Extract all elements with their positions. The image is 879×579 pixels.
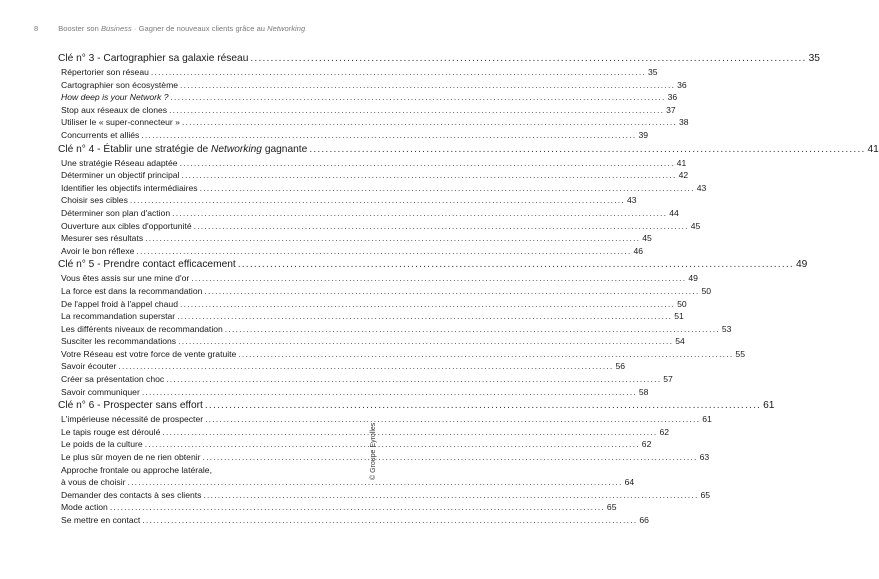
- toc-entry: [58, 298, 687, 311]
- toc-entry-page: 62: [641, 439, 652, 450]
- toc-entry: [58, 116, 689, 129]
- header-italic-networking: Networking: [267, 24, 306, 33]
- toc-entry: [58, 272, 698, 285]
- toc-entry: [58, 169, 689, 182]
- toc-entry-page: 39: [638, 129, 648, 140]
- toc-leader-dots: [141, 129, 636, 142]
- toc-leader-dots: [203, 451, 698, 464]
- toc-leader-dots: [145, 438, 640, 451]
- toc-leader-dots: [200, 182, 695, 195]
- toc-entry-title: Votre Réseau est votre force de vente gratuite: [61, 348, 237, 359]
- toc-entry-page: 54: [675, 336, 685, 347]
- toc-entry-title: Concurrents et alliés: [61, 129, 140, 140]
- toc-leader-dots: [309, 143, 865, 157]
- toc-chapter-page: 61: [763, 400, 775, 412]
- toc-entry: [58, 91, 678, 104]
- toc-entry-page: 46: [633, 245, 644, 256]
- toc-entry-title: Le tapis rouge est déroulé: [61, 426, 161, 437]
- toc-entry-title: à vous de choisir: [61, 477, 126, 488]
- toc-entry: [58, 285, 712, 298]
- toc-entry-page: 44: [669, 207, 679, 218]
- toc-leader-dots: [180, 157, 675, 170]
- toc-entry-page: 66: [639, 515, 649, 525]
- toc-entry-page: 45: [690, 220, 701, 231]
- toc-leader-dots: [118, 360, 613, 373]
- toc-entry-line2: [61, 476, 635, 489]
- toc-chapter: [58, 258, 808, 272]
- toc-entry-page: 43: [696, 182, 707, 193]
- header-italic-business: Business: [100, 24, 132, 33]
- toc-entry: [58, 157, 687, 170]
- title-part: Clé n° 4 - Établir une stratégie de: [58, 143, 212, 155]
- toc-entry-page: 38: [679, 117, 689, 128]
- toc-chapter-title: Clé n° 5 - Prendre contact efficacement: [58, 259, 236, 271]
- toc-leader-dots: [145, 232, 640, 245]
- toc-leader-dots: [182, 116, 677, 129]
- toc-leader-dots: [191, 272, 686, 285]
- toc-leader-dots: [225, 323, 720, 336]
- toc-entry-page: 64: [624, 477, 635, 488]
- toc-entry-title: Répertorier son réseau: [61, 67, 149, 77]
- toc-entry-page: 57: [663, 374, 673, 385]
- toc-entry-title: L'impérieuse nécessité de prospecter: [61, 414, 204, 425]
- toc-entry-title: De l'appel froid à l'appel chaud: [61, 298, 178, 309]
- toc-chapter: [58, 143, 879, 157]
- toc-leader-dots: [178, 335, 673, 348]
- toc-entry-page: 35: [648, 67, 658, 77]
- toc-entry-page: 50: [677, 298, 687, 309]
- toc-entry: [58, 310, 684, 323]
- toc-leader-dots: [177, 310, 672, 323]
- toc-leader-dots: [166, 373, 661, 386]
- toc-leader-dots: [151, 66, 646, 79]
- toc-entry: [58, 489, 711, 502]
- toc-entry: [58, 194, 637, 207]
- toc-entry: [58, 438, 652, 451]
- toc-entry-title: La recommandation superstar: [61, 311, 176, 322]
- toc-leader-dots: [170, 91, 665, 104]
- toc-leader-dots: [136, 245, 631, 258]
- toc-entry-page: 61: [702, 414, 712, 425]
- toc-entry: [58, 129, 648, 142]
- toc-entry-title: Savoir écouter: [61, 361, 117, 372]
- toc-entry: [58, 79, 687, 92]
- toc-entry-page: 51: [674, 311, 684, 322]
- toc-chapter-title: Clé n° 3 - Cartographier sa galaxie réseau: [58, 53, 249, 64]
- toc-entry-page: 43: [626, 195, 637, 206]
- toc-entry: [58, 386, 649, 399]
- toc-entry-title: Susciter les recommandations: [61, 336, 177, 347]
- toc-entry-page: 37: [666, 104, 676, 115]
- toc-entry-page: 36: [677, 79, 687, 90]
- toc-leader-dots: [110, 501, 605, 514]
- running-header: [34, 24, 380, 33]
- toc-entry: [58, 348, 745, 361]
- toc-entry-title: Identifier les objectifs intermédiaires: [61, 182, 198, 193]
- toc-entry: [58, 104, 676, 117]
- toc-leader-dots: [181, 169, 676, 182]
- toc-entry-title: [61, 91, 168, 104]
- toc-entry-page: 42: [678, 170, 689, 181]
- toc-entry-page: 49: [688, 273, 698, 284]
- toc-chapter: [58, 52, 820, 66]
- toc-leader-dots: [130, 194, 625, 207]
- toc-entry: [58, 426, 670, 439]
- toc-entry-page: 56: [615, 361, 626, 372]
- toc-entry-title: Ouverture aux cibles d'opportunité: [61, 220, 192, 231]
- toc-chapter: [58, 399, 775, 413]
- toc-entry-title: Le poids de la culture: [61, 439, 143, 450]
- toc-entry-title: La force est dans la recommandation: [61, 285, 203, 296]
- toc-entry-page: 62: [659, 426, 670, 437]
- page-number: 8: [34, 24, 39, 33]
- toc-leader-dots: [238, 348, 733, 361]
- toc-entry: [58, 245, 644, 258]
- toc-chapter-page: 41: [867, 143, 879, 155]
- toc-entry-page: 50: [701, 285, 712, 296]
- title-italic: Networking: [211, 143, 262, 155]
- toc-entry: [58, 207, 679, 220]
- toc-leader-dots: [142, 514, 637, 527]
- toc-leader-dots: [169, 104, 664, 117]
- toc-entry-title: Vous êtes assis sur une mine d'or: [61, 273, 190, 284]
- toc-entry-title: Demander des contacts à ses clients: [61, 489, 202, 500]
- toc-leader-dots: [180, 79, 675, 92]
- toc-leader-dots: [203, 489, 698, 502]
- toc-leader-dots: [172, 207, 667, 220]
- toc-entry-title-line1: Approche frontale ou approche latérale,: [61, 464, 212, 475]
- toc-entry: [58, 232, 652, 245]
- toc-leader-dots: [162, 426, 657, 439]
- toc-leader-dots: [205, 413, 700, 426]
- toc-entry-page: 36: [667, 92, 678, 103]
- toc-chapter-title: Clé n° 6 - Prospecter sans effort: [58, 400, 203, 412]
- toc-entry-title: Mesurer ses résultats: [61, 233, 144, 244]
- toc-entry: [58, 323, 732, 336]
- toc-entry: [58, 360, 626, 373]
- toc-entry-page: 53: [721, 323, 732, 334]
- toc-entry-title: Déterminer un objectif principal: [61, 170, 180, 181]
- toc-entry-title: Stop aux réseaux de clones: [61, 104, 168, 115]
- toc-entry-title: Créer sa présentation choc: [61, 374, 165, 385]
- toc-leader-dots: [204, 285, 699, 298]
- toc-chapter-page: 49: [795, 259, 808, 271]
- toc-entry-page: 65: [700, 489, 711, 500]
- toc-entry-title: Mode action: [61, 502, 108, 513]
- toc-chapter-page: 35: [808, 53, 820, 64]
- toc-entry-title: Avoir le bon réflexe: [61, 245, 135, 256]
- copyright-notice: © Groupe Eyrolles: [370, 422, 377, 480]
- toc-leader-dots: [142, 386, 637, 399]
- toc-entry-title: Utiliser le « super-connecteur »: [61, 117, 180, 128]
- toc-entry-page: 63: [699, 452, 710, 463]
- title-part: gagnante: [261, 143, 308, 155]
- toc-entry: [58, 514, 649, 527]
- toc-entry-title: Choisir ses cibles: [61, 195, 128, 206]
- toc-entry: [58, 451, 710, 464]
- toc-leader-dots: [180, 298, 675, 311]
- toc-entry: [58, 413, 712, 426]
- toc-entry-title: Cartographier son écosystème: [61, 79, 179, 90]
- toc-entry-page: 45: [642, 233, 652, 244]
- toc-entry-page: 55: [735, 348, 745, 359]
- toc-leader-dots: [194, 220, 689, 233]
- toc-chapter-title: [58, 143, 307, 157]
- toc-entry: [58, 182, 707, 195]
- toc-entry-title: Déterminer son plan d'action: [61, 207, 171, 218]
- toc-entry: [58, 464, 635, 489]
- toc-entry-page: 65: [606, 502, 617, 513]
- header-middle: · Gagner de nouveaux clients grâce au: [131, 24, 268, 33]
- toc-entry: [58, 335, 685, 348]
- toc-leader-dots: [238, 258, 794, 272]
- toc-entry-page: 58: [638, 386, 649, 397]
- toc-entry-page: 41: [676, 157, 687, 168]
- header-prefix: Booster son: [58, 24, 101, 33]
- toc-leader-dots: [205, 399, 761, 413]
- toc-entry-title: Savoir communiquer: [61, 386, 140, 397]
- toc-entry-title: Les différents niveaux de recommandation: [61, 323, 223, 334]
- toc-entry: [58, 66, 658, 79]
- title-italic: How deep is your Network ?: [61, 92, 169, 103]
- toc-entry: [58, 220, 701, 233]
- toc-entry-title: Se mettre en contact: [61, 515, 141, 525]
- toc-entry-title: Une stratégie Réseau adaptée: [61, 157, 178, 168]
- toc-entry: [58, 373, 673, 386]
- toc-leader-dots: [250, 52, 806, 66]
- toc-entry-title: Le plus sûr moyen de ne rien obtenir: [61, 452, 201, 463]
- toc-entry: [58, 501, 617, 514]
